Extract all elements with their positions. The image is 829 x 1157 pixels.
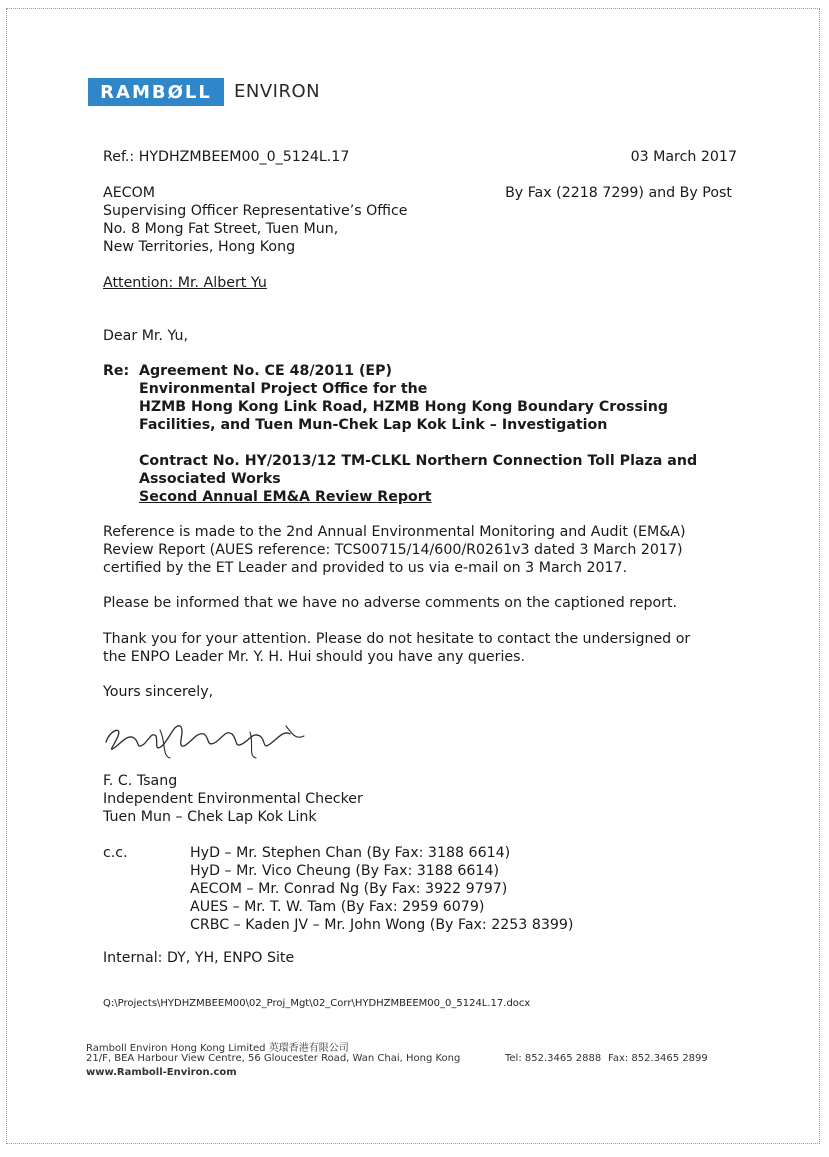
addressee-line-4: New Territories, Hong Kong	[103, 239, 296, 255]
cc-entry: AUES – Mr. T. W. Tam (By Fax: 2959 6079)	[190, 899, 485, 915]
signatory-title: Independent Environmental Checker	[103, 791, 363, 807]
closing: Yours sincerely,	[103, 684, 214, 700]
paragraph-1-line-2: Review Report (AUES reference: TCS00715/14/600/R0261v3 dated 3 March 2017)	[103, 542, 683, 558]
contract-line-1: Contract No. HY/2013/12 TM-CLKL Northern Connection Toll Plaza and	[139, 453, 698, 469]
ramboll-logo	[88, 78, 224, 106]
cc-entry: CRBC – Kaden JV – Mr. John Wong (By Fax: 2253 8399)	[190, 917, 574, 933]
paragraph-1-line-1: Reference is made to the 2nd Annual Environmental Monitoring and Audit (EM&A)	[103, 524, 686, 540]
subject-line-2: Environmental Project Office for the	[139, 381, 428, 397]
file-path: Q:\Projects\HYDHZMBEEM00\02_Proj_Mgt\02_Corr\HYDHZMBEEM00_0_5124L.17.docx	[103, 998, 531, 1009]
paragraph-2: Please be informed that we have no adverse comments on the captioned report.	[103, 595, 678, 611]
cc-entry: HyD – Mr. Vico Cheung (By Fax: 3188 6614)	[190, 863, 500, 879]
subject-line-1: Agreement No. CE 48/2011 (EP)	[139, 363, 393, 379]
footer-tel: Tel: 852.3465 2888	[505, 1053, 602, 1064]
delivery-method: By Fax (2218 7299) and By Post	[505, 185, 732, 201]
handwritten-signature	[100, 712, 310, 764]
footer-address: 21/F, BEA Harbour View Centre, 56 Gloucester Road, Wan Chai, Hong Kong	[86, 1053, 461, 1064]
environ-logo-text: ENVIRON	[234, 81, 321, 102]
report-title: Second Annual EM&A Review Report	[139, 489, 432, 505]
paragraph-3-line-2: the ENPO Leader Mr. Y. H. Hui should you have any queries.	[103, 649, 526, 665]
footer-company: Ramboll Environ Hong Kong Limited 英環香港有限公司	[86, 1043, 349, 1054]
cc-entry: AECOM – Mr. Conrad Ng (By Fax: 3922 9797)	[190, 881, 508, 897]
re-label: Re:	[103, 363, 130, 379]
attention-line: Attention: Mr. Albert Yu	[103, 275, 267, 291]
logo-primary-text: RAMBØLL	[100, 81, 212, 103]
letter-date: 03 March 2017	[630, 149, 737, 165]
contract-line-2: Associated Works	[139, 471, 281, 487]
cc-entry: HyD – Mr. Stephen Chan (By Fax: 3188 6614)	[190, 845, 511, 861]
footer-website: www.Ramboll-Environ.com	[86, 1067, 237, 1078]
subject-line-4: Facilities, and Tuen Mun-Chek Lap Kok Link – Investigation	[139, 417, 608, 433]
addressee-line-3: No. 8 Mong Fat Street, Tuen Mun,	[103, 221, 339, 237]
salutation: Dear Mr. Yu,	[103, 328, 189, 344]
reference-number: Ref.: HYDHZMBEEM00_0_5124L.17	[103, 149, 350, 165]
cc-label: c.c.	[103, 845, 128, 861]
addressee-line-2: Supervising Officer Representative’s Office	[103, 203, 408, 219]
internal-distribution: Internal: DY, YH, ENPO Site	[103, 950, 295, 966]
paragraph-1-line-3: certified by the ET Leader and provided to us via e-mail on 3 March 2017.	[103, 560, 628, 576]
paragraph-3-line-1: Thank you for your attention. Please do not hesitate to contact the undersigned or	[103, 631, 691, 647]
subject-line-3: HZMB Hong Kong Link Road, HZMB Hong Kong Boundary Crossing	[139, 399, 669, 415]
signatory-project: Tuen Mun – Chek Lap Kok Link	[103, 809, 317, 825]
footer-fax: Fax: 852.3465 2899	[608, 1053, 708, 1064]
signatory-name: F. C. Tsang	[103, 773, 178, 789]
addressee-line-1: AECOM	[103, 185, 155, 201]
